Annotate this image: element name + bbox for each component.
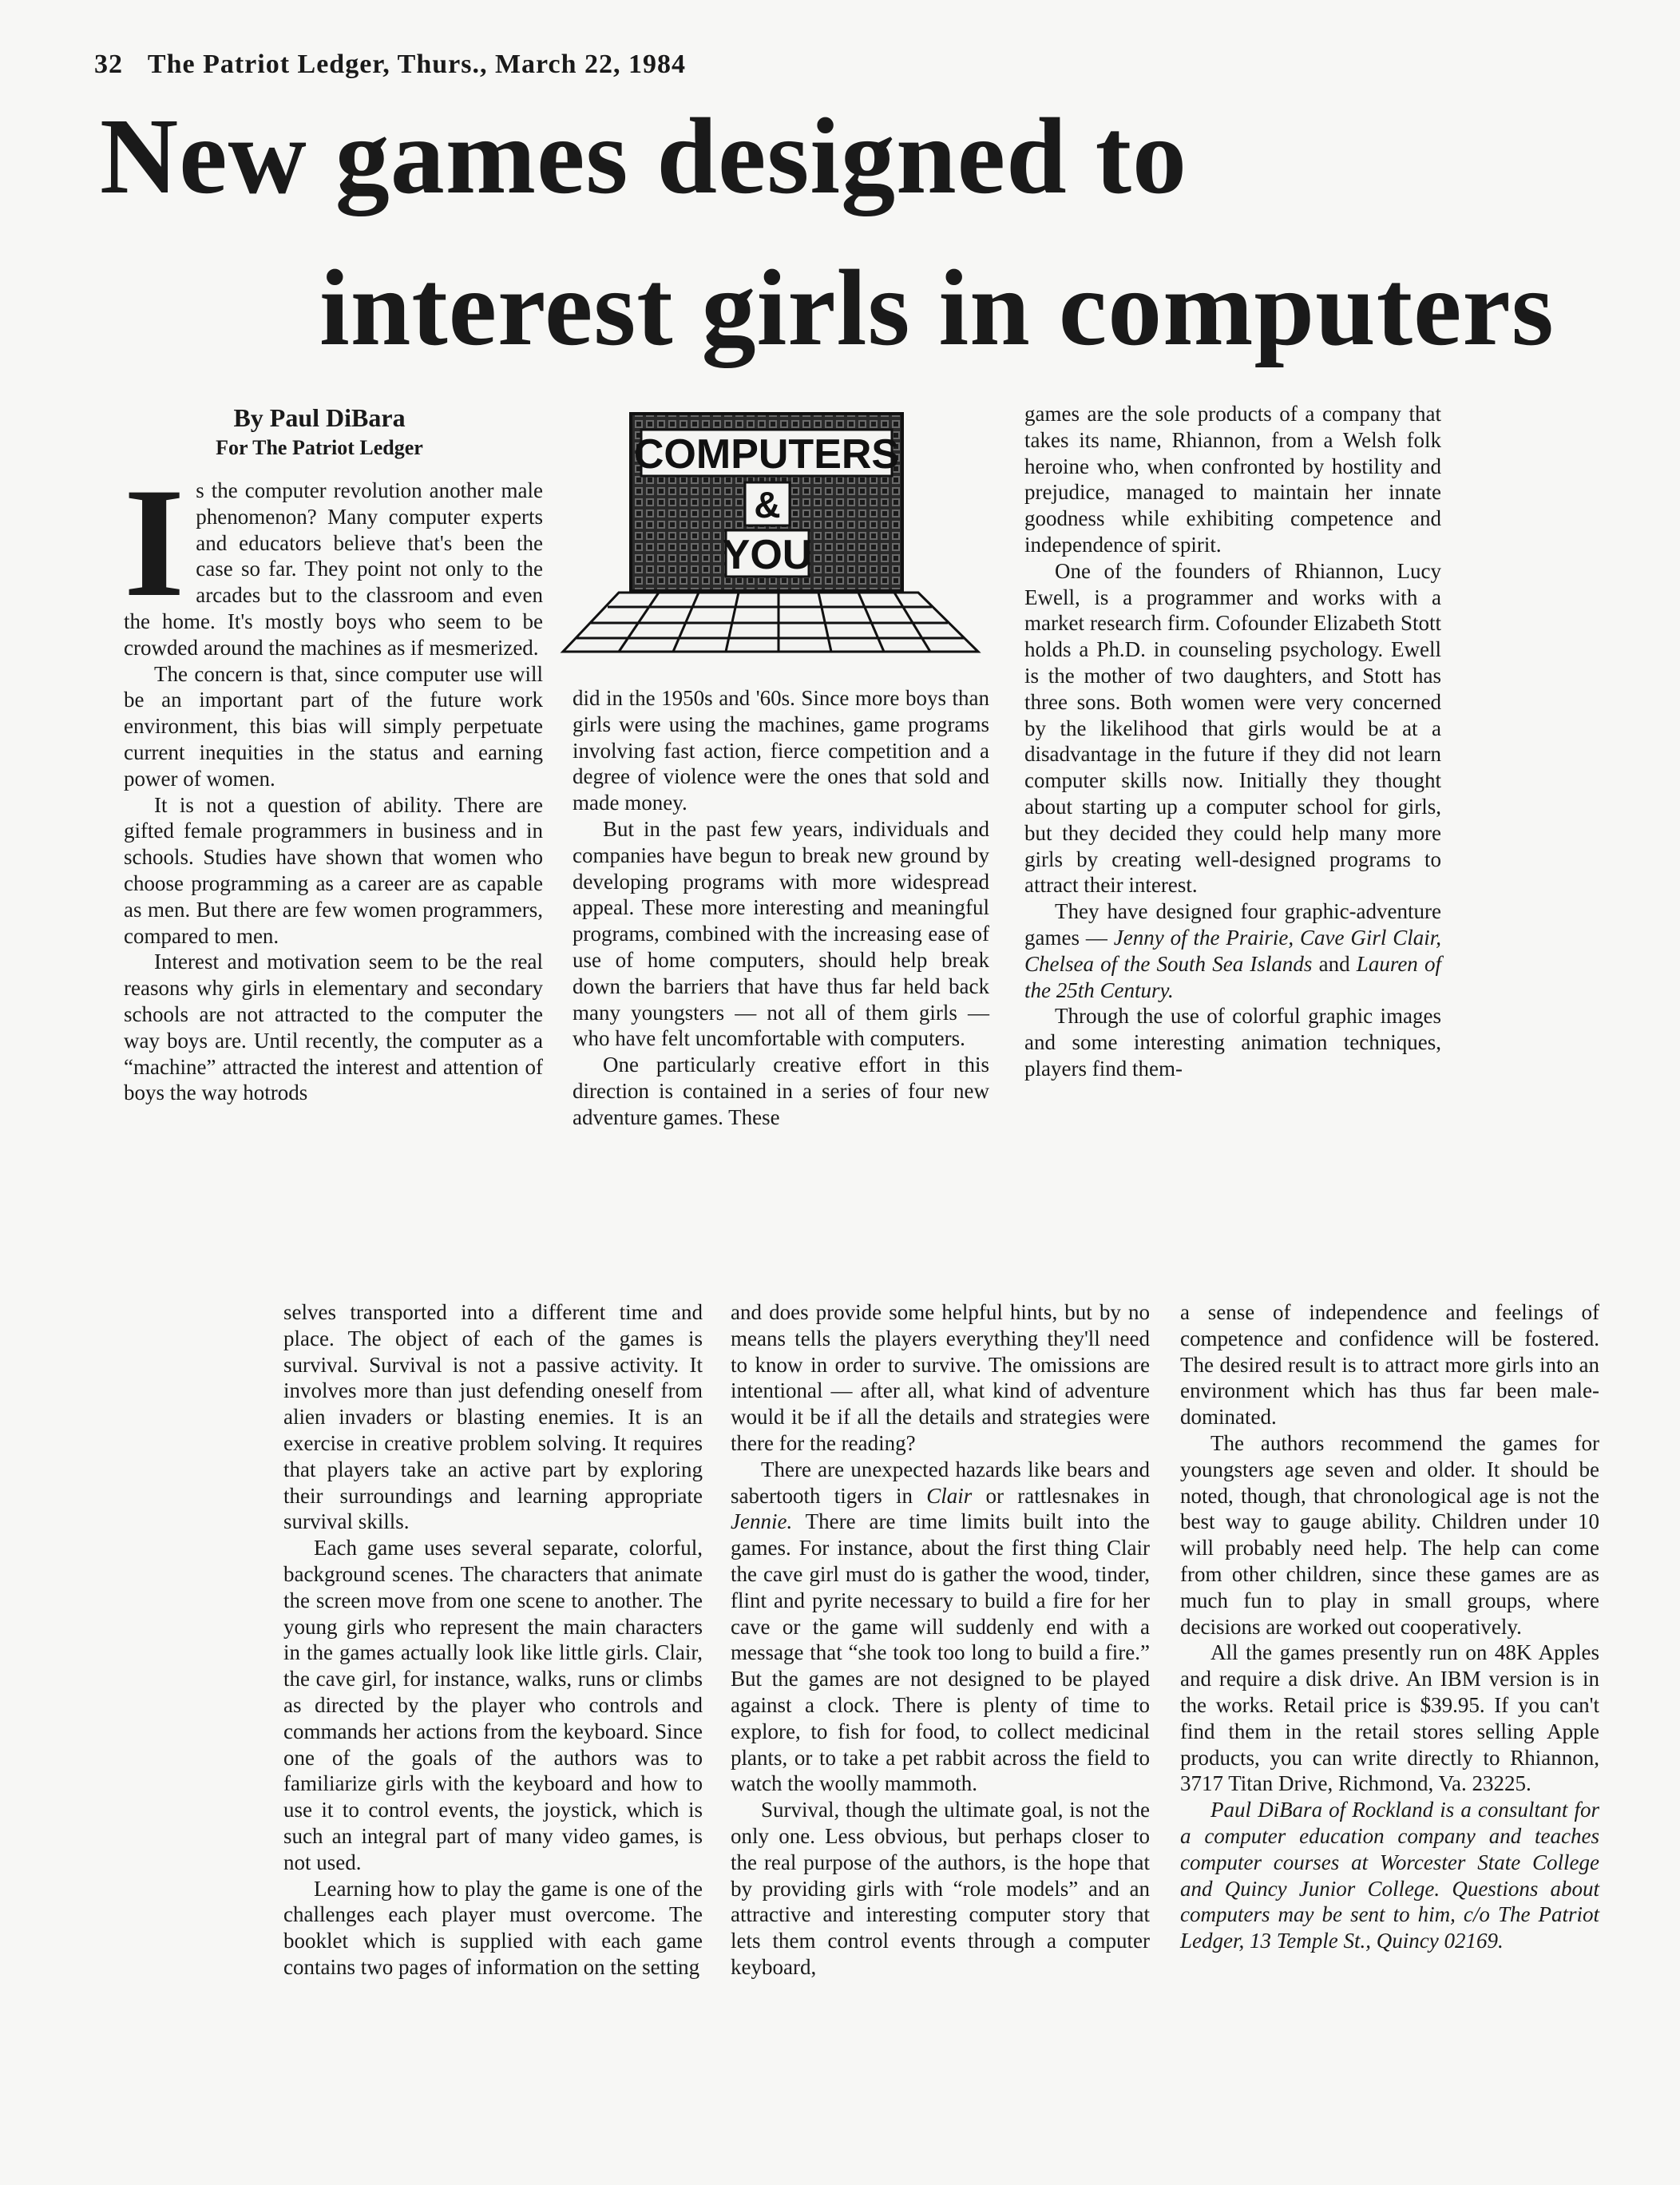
- paragraph: One particularly creative effort in this direction is contained in a series of four new adventure games. These: [573, 1053, 989, 1129]
- article-column-5: [731, 1299, 1150, 1981]
- graphic-keyboard: [563, 593, 978, 652]
- graphic-word-you: YOU: [722, 532, 813, 578]
- paragraph: All the games presently run on 48K Apples and require a disk drive. An IBM version is in the works. Retail price is $39.95. If you can't find them in the retail stores selling Apple products, you can write directly to Rhiannon, 3717 Titan Drive, Richmond, Va. 23225.: [1180, 1640, 1599, 1796]
- paragraph: Is the computer revolution another male phenomenon? Many computer experts and educators believe that's been the case so far. They point not only to the arcades but to the classroom and even the home. It's mostly boys who seem to be crowded around the machines as if mesmerized.: [124, 456, 543, 660]
- paragraph: There are unexpected hazards like bears and sabertooth tigers in Clair or rattlesnakes in Jennie. There are time limits built into the games. For instance, about the first thing Clair the cave girl must do is gather the wood, tinder, flint and pyrite necessary to build a fire for her cave or the game will suddenly end with a message that “she took too long to build a fire.” But the games are not designed to be played against a clock. There is plenty of time to explore, to fish for food, to collect medicinal plants, or to take a pet rabbit across the field to watch the woolly mammoth.: [731, 1457, 1150, 1796]
- paragraph: games are the sole products of a company that takes its name, Rhiannon, from a Welsh folk heroine who, when confronted by hostility and prejudice, managed to maintain her innate goodness while exhibiting competence and independence of spirit.: [1024, 402, 1441, 557]
- paragraph: They have designed four graphic-adventure games — Jenny of the Prairie, Cave Girl Clair, Chelsea of the South Sea Islands and Lauren of the 25th Century.: [1024, 899, 1441, 1002]
- headline-line-2: interest girls in computers: [319, 248, 1555, 368]
- paragraph: One of the founders of Rhiannon, Lucy Ewell, is a programmer and works with a market research firm. Cofounder Elizabeth Stott holds a Ph.D. in counseling psychology. Ewell is the mother of two daughters, and Stott has three sons. Both women were very concerned by the likelihood that girls would be at a disadvantage in the future if they did not learn computer skills now. Initially they thought about starting up a computer school for girls, but they decided they could help many more girls by creating well-designed programs to attract their interest.: [1024, 558, 1441, 898]
- article-column-2: [573, 685, 989, 1131]
- paragraph: The concern is that, since computer use will be an important part of the future work environment, this bias will simply perpetuate current inequities in the status and earning power of women.: [124, 661, 543, 791]
- author-bio: Paul DiBara of Rockland is a consultant for a computer education company and teaches computer courses at Worcester State College and Quincy Junior College. Questions about computers may be sent to him, c/o The Patriot Ledger, 13 Temple St., Quincy 02169.: [1180, 1798, 1599, 1953]
- paragraph: Learning how to play the game is one of the challenges each player must overcome. The booklet which is supplied with each game contains two pages of information on the setting: [283, 1876, 703, 1979]
- paragraph: The authors recommend the games for youngsters age seven and older. It should be noted, though, that chronological age is not the best way to gauge ability. Children under 10 will probably need help. The help can come from other children, since these games are as much fun to play in small groups, where decisions are worked out cooperatively.: [1180, 1430, 1599, 1639]
- paragraph: Through the use of colorful graphic images and some interesting animation techniques, players find them-: [1024, 1004, 1441, 1081]
- publication-line: The Patriot Ledger, Thurs., March 22, 1984: [147, 50, 687, 79]
- byline-author: By Paul DiBara: [233, 403, 406, 432]
- article-column-4: [283, 1299, 703, 1981]
- paragraph: But in the past few years, individuals and companies have begun to break new ground by developing programs with more widespread appeal. These more interesting and meaningful programs, combined with the increasing ease of use of home computers, should help break down the barriers that have thus far held back many youngsters — not all of them girls — who have felt uncomfortable with computers.: [573, 816, 989, 1051]
- masthead: [94, 50, 686, 80]
- paragraph: Interest and motivation seem to be the real reasons why girls in elementary and secondary schools are not attracted to the computer the way boys are. Until recently, the computer as a “machine” attracted the interest and attention of boys the way hotrods: [124, 950, 543, 1105]
- paragraph: Survival, though the ultimate goal, is not the only one. Less obvious, but perhaps closer to the real purpose of the authors, is the hope that by providing girls with “role models” and an attractive and interesting computer story that lets them control events through a computer keyboard,: [731, 1798, 1150, 1979]
- paragraph: Each game uses several separate, colorful, background scenes. The characters that animate the screen move from one scene to another. The young girls who represent the main characters in the games actually look like little girls. Clair, the cave girl, for instance, walks, runs or climbs as directed by the player who controls and commands her actions from the keyboard. Since one of the goals of the authors was to familiarize girls with the keyboard and how to use it to control events, the joystick, which is such an integral part of many video games, is not used.: [283, 1536, 703, 1874]
- article-column-6: [1180, 1299, 1599, 1954]
- paragraph: and does provide some helpful hints, but by no means tells the players everything they'll need to know in order to survive. The omissions are intentional — after all, what kind of adventure would it be if all the details and strategies were there for the reading?: [731, 1300, 1150, 1455]
- byline-affiliation: For The Patriot Ledger: [216, 436, 423, 459]
- headline-line-1: New games designed to: [100, 97, 1188, 216]
- paragraph: selves transported into a different time and place. The object of each of the games is survival. Survival is not a passive activity. It involves more than just defending oneself from alien invaders or blasting enemies. It is an exercise in creative problem solving. It requires that players take an active part by exploring their surroundings and learning appropriate survival skills.: [283, 1300, 703, 1534]
- drop-cap: I: [124, 456, 185, 629]
- paragraph: did in the 1950s and '60s. Since more boys than girls were using the machines, game programs involving fast action, fierce competition and a degree of violence were the ones that sold and made money.: [573, 686, 989, 815]
- graphic-ampersand: &: [754, 484, 781, 525]
- paragraph: It is not a question of ability. There are gifted female programmers in business and in schools. Studies have shown that women who choose programming as a career are as capable as men. But there are few women programmers, compared to men.: [124, 792, 543, 948]
- page-number: 32: [94, 50, 123, 79]
- graphic-word-computers: COMPUTERS: [633, 431, 900, 478]
- article-column-1: [124, 456, 543, 1106]
- byline: [120, 403, 519, 460]
- computers-and-you-graphic: [555, 407, 990, 659]
- paragraph: a sense of independence and feelings of competence and confidence will be fostered. The desired result is to attract more girls into an environment which has thus far been male-dominated.: [1180, 1300, 1599, 1430]
- article-column-3: [1024, 401, 1441, 1082]
